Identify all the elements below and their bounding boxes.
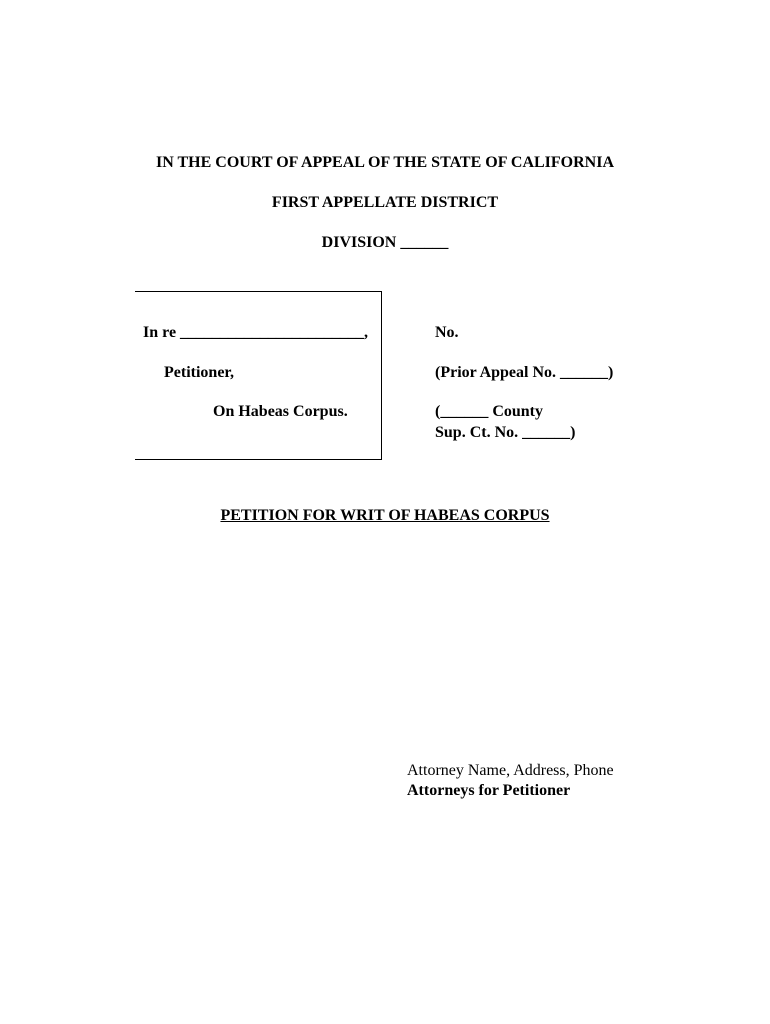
case-number-label: No. bbox=[435, 324, 459, 341]
habeas-corpus-label: On Habeas Corpus. bbox=[213, 403, 348, 420]
division-line: DIVISION ______ bbox=[321, 234, 449, 251]
document-title: PETITION FOR WRIT OF HABEAS CORPUS bbox=[220, 507, 550, 524]
attorney-role: Attorneys for Petitioner bbox=[407, 782, 571, 799]
in-re-line: In re _______________________, bbox=[143, 324, 369, 341]
superior-court-number: Sup. Ct. No. ______) bbox=[435, 424, 576, 441]
petitioner-label: Petitioner, bbox=[164, 364, 235, 381]
county-line: (______ County bbox=[435, 403, 544, 420]
attorney-contact: Attorney Name, Address, Phone bbox=[407, 762, 614, 779]
court-name: IN THE COURT OF APPEAL OF THE STATE OF CALIFORNIA bbox=[155, 154, 615, 171]
prior-appeal-number: (Prior Appeal No. ______) bbox=[435, 364, 614, 381]
district-name: FIRST APPELLATE DISTRICT bbox=[271, 194, 499, 211]
